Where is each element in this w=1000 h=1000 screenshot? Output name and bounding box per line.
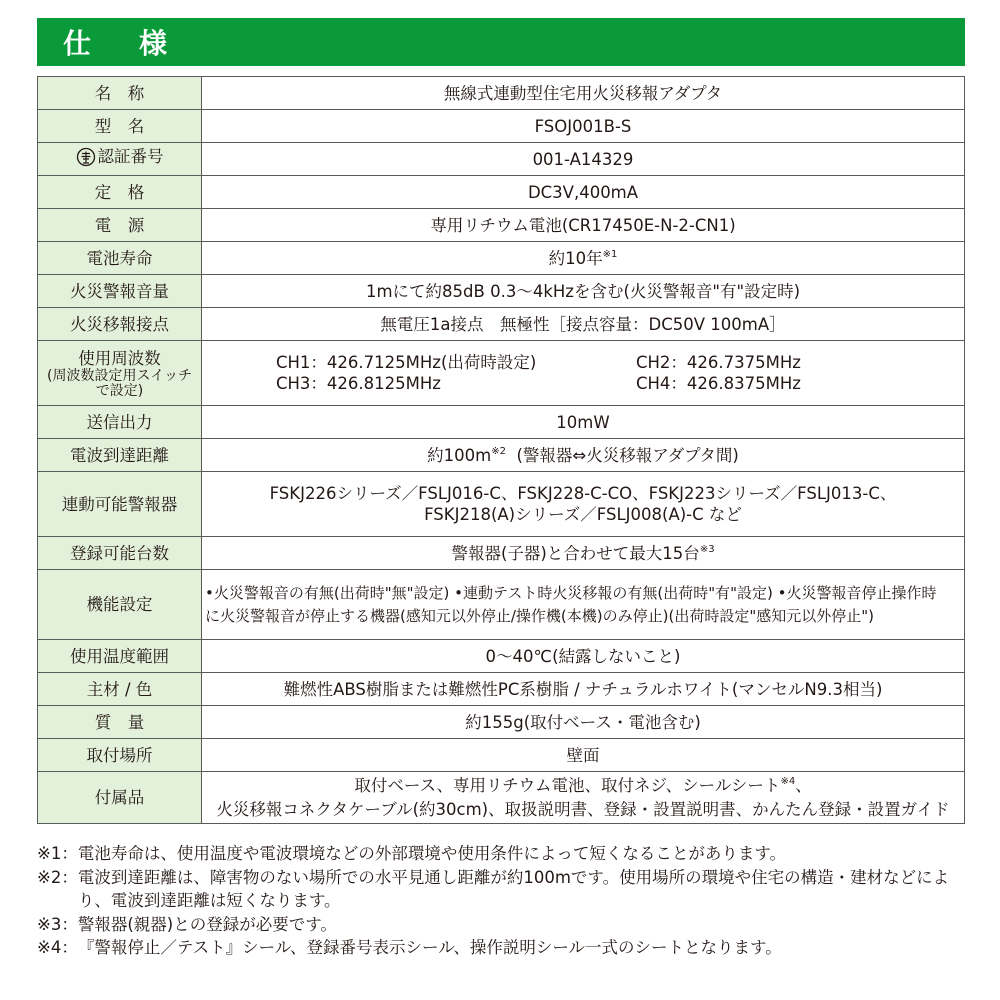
row-value-cell xyxy=(202,439,965,472)
table-row xyxy=(38,706,965,739)
row-label: 付属品 xyxy=(38,772,202,824)
table-row xyxy=(38,640,965,673)
footnote-number: ※3： xyxy=(37,914,78,934)
table-row xyxy=(38,341,965,406)
footnote-ref: ※1 xyxy=(602,248,618,260)
row-label: 型 名 xyxy=(38,110,202,143)
row-label: 登録可能台数 xyxy=(38,537,202,570)
row-value: DC3V,400mA xyxy=(202,176,965,209)
footnote-ref: ※3 xyxy=(699,543,715,555)
row-label: 質 量 xyxy=(38,706,202,739)
row-value: 専用リチウム電池(CR17450E-N-2-CN1) xyxy=(202,209,965,242)
row-value: 001-A14329 xyxy=(202,143,965,176)
footnote-text: 電池寿命は、使用温度や電波環境などの外部環境や使用条件によって短くなることがあります。 xyxy=(77,844,787,863)
table-row xyxy=(38,209,965,242)
row-value-cell xyxy=(202,242,965,275)
row-label: 火災移報接点 xyxy=(38,308,202,341)
section-title: 仕 様 xyxy=(63,27,178,60)
row-value-line: FSKJ226シリーズ／FSLJ016-C、FSKJ228-C-CO、FSKJ223シリーズ／FSLJ013-C、 xyxy=(269,484,897,503)
section-header xyxy=(37,18,965,66)
table-row xyxy=(38,77,965,110)
footnote xyxy=(37,866,967,913)
row-value: 壁面 xyxy=(202,739,965,772)
footnote-text: 『警報停止／テスト』シール、登録番号表示シール、操作説明シール一式のシートとなります。 xyxy=(77,938,782,957)
footnotes xyxy=(37,842,967,960)
row-value-cell xyxy=(202,570,965,640)
frequency-ch1: CH1：426.7125MHz(出荷時設定) xyxy=(276,353,537,372)
table-row xyxy=(38,176,965,209)
frequency-ch4: CH4：426.8375MHz xyxy=(636,374,801,393)
row-value: 無電圧1a接点 無極性［接点容量：DC50V 100mA］ xyxy=(202,308,965,341)
row-value: 約155g(取付ベース・電池含む) xyxy=(202,706,965,739)
row-value: 約100m xyxy=(427,445,492,465)
frequency-ch3: CH3：426.8125MHz xyxy=(276,374,441,393)
row-value: 難燃性ABS樹脂または難燃性PC系樹脂 / ナチュラルホワイト(マンセルN9.3相当) xyxy=(202,673,965,706)
row-sublabel: (周波数設定用スイッチで設定) xyxy=(47,367,192,399)
row-value: 警報器(子器)と合わせて最大15台 xyxy=(451,543,700,563)
row-value: 0～40℃(結露しないこと) xyxy=(202,640,965,673)
table-row xyxy=(38,570,965,640)
table-row xyxy=(38,308,965,341)
row-value-line: に火災警報音が停止する機器(感知元以外停止/操作機(本機)のみ停止)(出荷時設定"感知元以外停止") xyxy=(205,606,874,625)
row-value-cell xyxy=(202,537,965,570)
footnote xyxy=(37,936,967,960)
table-row xyxy=(38,472,965,537)
row-label: 連動可能警報器 xyxy=(38,472,202,537)
row-label: 機能設定 xyxy=(38,570,202,640)
row-label: 電 源 xyxy=(38,209,202,242)
row-value-cell xyxy=(202,472,965,537)
row-value-line: •火災警報音の有無(出荷時"無"設定) •連動テスト時火災移報の有無(出荷時"有"設定) •火災警報音停止操作時 xyxy=(205,583,937,602)
row-label: 名 称 xyxy=(38,77,202,110)
row-value-extra: (警報器⇔火災移報アダプタ間) xyxy=(516,445,739,465)
table-row xyxy=(38,275,965,308)
row-label: 定 格 xyxy=(38,176,202,209)
footnote-number: ※1： xyxy=(37,844,78,863)
row-value: 1mにて約85dB 0.3～4kHzを含む(火災警報音"有"設定時) xyxy=(202,275,965,308)
row-value: 10mW xyxy=(202,406,965,439)
row-value-cell xyxy=(202,772,965,824)
footnote-number: ※4： xyxy=(37,938,78,957)
frequency-cell xyxy=(202,341,965,406)
row-value-line: 取付ベース、専用リチウム電池、取付ネジ、シールシート xyxy=(354,775,781,795)
footnote-text: 警報器(親器)との登録が必要です。 xyxy=(77,914,337,934)
row-label: 認証番号 xyxy=(97,147,164,167)
row-label: 主材 / 色 xyxy=(38,673,202,706)
row-value: 無線式連動型住宅用火災移報アダプタ xyxy=(202,77,965,110)
table-row xyxy=(38,673,965,706)
spec-table xyxy=(37,76,965,824)
frequency-ch2: CH2：426.7375MHz xyxy=(636,353,801,372)
row-label-cell xyxy=(38,341,202,406)
table-row xyxy=(38,537,965,570)
giteki-certification-mark-icon xyxy=(76,147,96,167)
row-value-line: FSKJ218(A)シリーズ／FSLJ008(A)-C など xyxy=(424,505,742,524)
footnote-ref: ※2 xyxy=(491,445,506,457)
table-row xyxy=(38,143,965,176)
row-label: 使用温度範囲 xyxy=(38,640,202,673)
row-label: 取付場所 xyxy=(38,739,202,772)
row-label: 電波到達距離 xyxy=(38,439,202,472)
footnote-number: ※2： xyxy=(37,867,78,887)
row-label: 電池寿命 xyxy=(38,242,202,275)
table-row xyxy=(38,110,965,143)
table-row xyxy=(38,242,965,275)
row-value-line: 火災移報コネクタケーブル(約30cm)、取扱説明書、登録・設置説明書、かんたん登録・設置ガイド xyxy=(216,799,950,819)
footnote xyxy=(37,842,967,866)
row-label: 火災警報音量 xyxy=(38,275,202,308)
row-label: 使用周波数 xyxy=(78,348,161,368)
footnote-ref: ※4 xyxy=(780,775,796,787)
row-value-line-end: 、 xyxy=(795,775,812,795)
table-row xyxy=(38,439,965,472)
row-label-cert xyxy=(38,143,202,176)
table-row xyxy=(38,772,965,824)
row-label: 送信出力 xyxy=(38,406,202,439)
footnote-text: 電波到達距離は、障害物のない場所での水平見通し距離が約100mです。使用場所の環境や住宅の構造・建材などにより、電波到達距離は短くなります。 xyxy=(77,867,950,910)
footnote xyxy=(37,913,967,937)
row-value: FSOJ001B-S xyxy=(202,110,965,143)
table-row xyxy=(38,406,965,439)
table-row xyxy=(38,739,965,772)
row-value: 約10年 xyxy=(548,248,603,268)
